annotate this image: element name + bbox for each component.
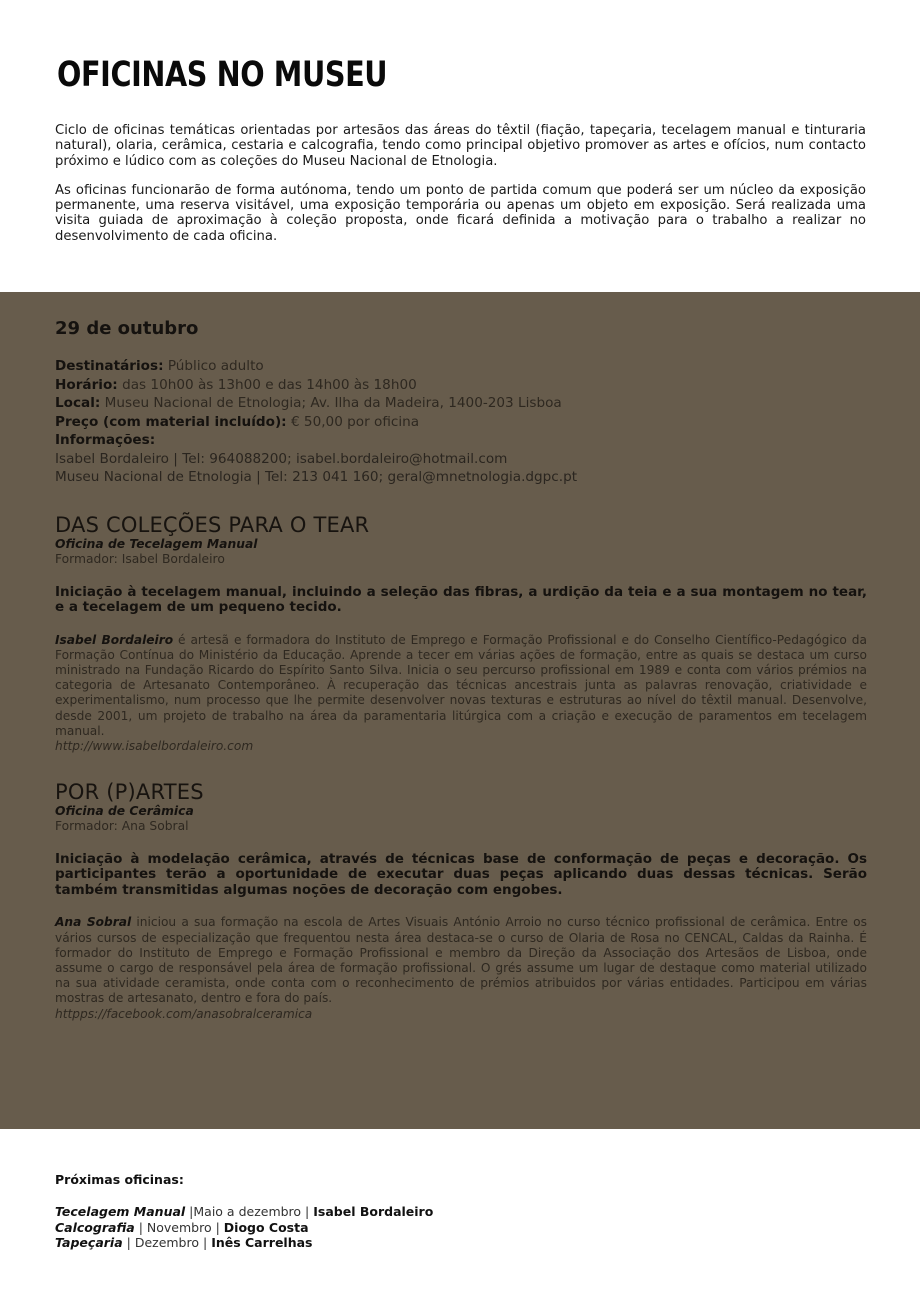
upcoming-item [55,1220,867,1236]
intro-section [55,123,866,258]
info-contacts-heading [55,431,867,450]
workshop-trainer: Formador: Isabel Bordaleiro [55,551,225,566]
info-label: Destinatários: [55,358,164,374]
workshop-lead: Iniciação à modelação cerâmica, através de técnicas base de conformação de peças e decoração. Os participantes terão a oportunidade de executar duas peças aplicando duas dessas técnicas. Serão também transmitidas algumas noções de decoração com engobes. [55,850,867,898]
separator: | [211,1219,224,1235]
bio-name: Ana Sobral [55,915,132,930]
workshop-ceramica [55,780,867,1022]
upcoming-item [55,1235,867,1251]
intro-paragraph: As oficinas funcionarão de forma autónoma, tendo um ponto de partida comum que poderá ser um núcleo da exposição permanente, uma reserva visitável, uma exposição temporária ou apenas um objeto em exposição. Será realizada uma visita guiada de aproximação à coleção proposta, onde ficará definida a motivação para o trabalho a realizar no desenvolvimento de cada oficina. [55,182,866,244]
info-value: Museu Nacional de Etnologia; Av. Ilha da Madeira, 1400-203 Lisboa [104,395,562,411]
upcoming-workshop: Calcografia [55,1219,135,1235]
upcoming-trainer: Isabel Bordaleiro [313,1204,434,1219]
bio-text: iniciou a sua formação na escola de Artes Visuais António Arroio no curso técnico profissional de cerâmica. Entre os vários cursos de especialização que frequentou nesta área destaca-se o curso de Olaria de Rosa no CENCAL, Caldas da Rainha. É formador do Instituto de Emprego e Formação Profissional e membro da Direção da Associação dos Artesãos de Lisboa, onde assume o cargo de responsável pela área de formação profissional. O grés assume um lugar de destaque como material utilizado na sua atividade ceramista, onde conta com o reconhecimento de prémios atribuidos por várias entidades. Participou em várias mostras de artesanato, dentro e fora do país. [55,915,867,1006]
info-label: Horário: [55,376,118,393]
info-audience [55,357,867,376]
separator: | [185,1204,194,1219]
workshop-lead: Iniciação à tecelagem manual, incluindo a seleção das fibras, a urdição da teia e a sua montagem no tear, e a tecelagem de um pequeno tecido. [55,583,867,615]
workshop-title: POR (P)ARTES [55,779,204,804]
info-label: Preço (com material incluído): [55,413,287,430]
info-label: Local: [55,395,101,411]
upcoming-item [55,1204,867,1220]
separator: | [199,1235,212,1250]
upcoming-title: Próximas oficinas: [55,1172,184,1187]
bio-text: é artesã e formadora do Instituto de Emprego e Formação Profissional e do Conselho Científico-Pedagógico da Formação Contínua do Ministério da Educação. Aprende a tecer em várias ações de formação, entre as quais se destaca um curso ministrado na Fundação Ricardo do Espírito Santo Silva. Inicia o seu percurso profissional em 1989 e conta com vários prémios na categoria de Artesanato Contemporâneo. À recuperação das técnicas ancestrais junta as palavras renovação, criatividade e experimentalismo, num processo que lhe permite desenvolver novas texturas e estruturas ao nível do têxtil manual. Desenvolve, desde 2001, um projeto de trabalho na área da paramentaria litúrgica com a criação e execução de paramentos em tecelagem manual. [55,632,867,738]
workshop-tecelagem [55,513,867,754]
workshop-title: DAS COLEÇÕES PARA O TEAR [55,512,370,537]
upcoming-trainer: Diogo Costa [223,1219,309,1235]
workshop-bio [55,915,867,1006]
upcoming-dates: Dezembro [134,1235,200,1250]
workshop-trainer: Formador: Ana Sobral [55,818,189,833]
info-value: Público adulto [167,358,264,374]
event-band [0,292,920,1129]
workshop-link[interactable]: httpps://facebook.com/anasobralceramica [55,1006,313,1021]
separator: | [134,1219,147,1235]
info-label: Informações: [55,432,156,448]
contact-isabel: Isabel Bordaleiro | Tel: 964088200; isabel.bordaleiro@hotmail.com [55,450,508,467]
upcoming-workshop: Tapeçaria [55,1235,123,1250]
info-schedule [55,376,867,395]
info-value: das 10h00 às 13h00 e das 14h00 às 18h00 [122,376,417,393]
event-content [55,317,867,1022]
workshop-subtitle: Oficina de Tecelagem Manual [55,536,258,551]
upcoming-dates: Maio a dezembro [193,1204,302,1219]
event-date: 29 de outubro [55,318,199,339]
info-price [55,413,867,432]
upcoming-dates: Novembro [146,1219,212,1235]
contact-museum: Museu Nacional de Etnologia | Tel: 213 041 160; geral@mnetnologia.dgpc.pt [55,469,578,485]
page-title: OFICINAS NO MUSEU [57,55,388,95]
separator: | [301,1204,314,1219]
workshop-link[interactable]: http://www.isabelbordaleiro.com [55,738,254,753]
separator: | [122,1235,135,1250]
workshop-bio [55,633,867,739]
info-location [55,394,867,413]
upcoming-trainer: Inês Carrelhas [211,1235,313,1250]
workshop-subtitle: Oficina de Cerâmica [55,803,194,818]
bio-name: Isabel Bordaleiro [55,632,174,647]
upcoming-section [55,1172,867,1251]
info-value: € 50,00 por oficina [290,413,420,430]
upcoming-workshop: Tecelagem Manual [55,1204,186,1219]
intro-paragraph: Ciclo de oficinas temáticas orientadas por artesãos das áreas do têxtil (fiação, tapeçaria, tecelagem manual e tinturaria natural), olaria, cerâmica, cestaria e calcografia, tendo como principal objetivo promover as artes e ofícios, num contacto próximo e lúdico com as coleções do Museu Nacional de Etnologia. [55,123,866,169]
